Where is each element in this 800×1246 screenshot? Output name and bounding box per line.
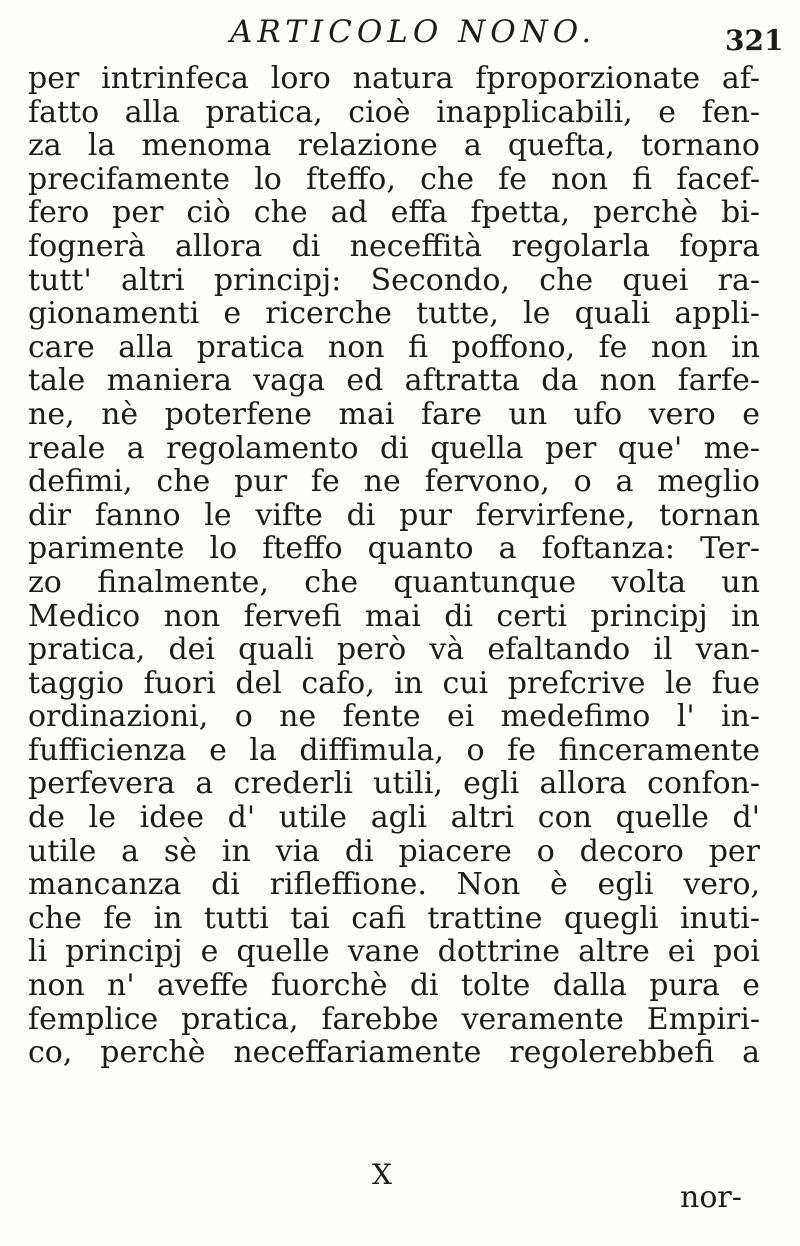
text-line: utile a sè in via di piacere o decoro per	[28, 834, 760, 869]
text-line: dir fanno le vifte di pur fervirfene, tornan	[28, 498, 760, 533]
text-line: fero per ciò che ad effa fpetta, perchè bi-	[28, 196, 760, 230]
text-line: tutt' altri principj: Secondo, che quei ra-	[28, 263, 760, 298]
text-line: non n' aveffe fuorchè di tolte dalla pura e	[28, 969, 760, 1003]
text-line: taggio fuori del cafo, in cui prefcrive le fue	[28, 666, 760, 701]
text-line: defimi, che pur fe ne fervono, o a meglio	[28, 465, 760, 499]
text-line: tale maniera vaga ed aftratta da non farfe-	[28, 364, 760, 398]
text-line: de le idee d' utile agli altri con quelle d'	[28, 801, 760, 835]
text-line: pratica, dei quali però và efaltando il van-	[28, 633, 760, 667]
text-line: reale a regolamento di quella per que' me-	[28, 431, 760, 466]
text-line: gionamenti e ricerche tutte, le quali appli-	[28, 297, 760, 331]
text-line: perfevera a crederli utili, egli allora confon-	[28, 767, 760, 802]
catchword: nor-	[680, 1180, 742, 1215]
text-line: fufficienza e la diffimula, o fe finceramente	[28, 733, 760, 768]
text-line: precifamente lo fteffo, che fe non fi facef-	[28, 162, 760, 197]
text-line: zo finalmente, che quantunque volta un	[28, 565, 760, 600]
text-line: ne, nè poterfene mai fare un ufo vero e	[28, 397, 760, 432]
text-line: care alla pratica non fi poffono, fe non in	[28, 330, 760, 365]
running-title: ARTICOLO NONO.	[230, 14, 597, 50]
text-line: per intrinfeca loro natura fproporzionate af-	[28, 62, 760, 96]
text-line: mancanza di rifleffione. Non è egli vero,	[28, 868, 760, 902]
text-line: parimente lo fteffo quanto a foftanza: Ter-	[28, 532, 760, 566]
text-line: co, perchè neceffariamente regolerebbefi a	[28, 1036, 760, 1070]
text-line: che fe in tutti tai cafi trattine quegli inuti-	[28, 901, 760, 936]
signature-mark: X	[372, 1158, 392, 1191]
text-line: femplice pratica, farebbe veramente Empiri-	[28, 1002, 760, 1037]
text-line: Medico non fervefi mai di certi principj in	[28, 599, 760, 634]
text-line: fognerà allora di neceffità regolarla fopra	[28, 229, 760, 264]
text-line: ordinazioni, o ne fente ei medefimo l' in-	[28, 700, 760, 734]
page-number: 321	[725, 24, 784, 57]
text-line: fatto alla pratica, cioè inapplicabili, e fen-	[28, 95, 760, 130]
body-text	[28, 62, 760, 1070]
text-line: za la menoma relazione a quefta, tornano	[28, 129, 760, 163]
text-line: li principj e quelle vane dottrine altre ei poi	[28, 935, 760, 970]
